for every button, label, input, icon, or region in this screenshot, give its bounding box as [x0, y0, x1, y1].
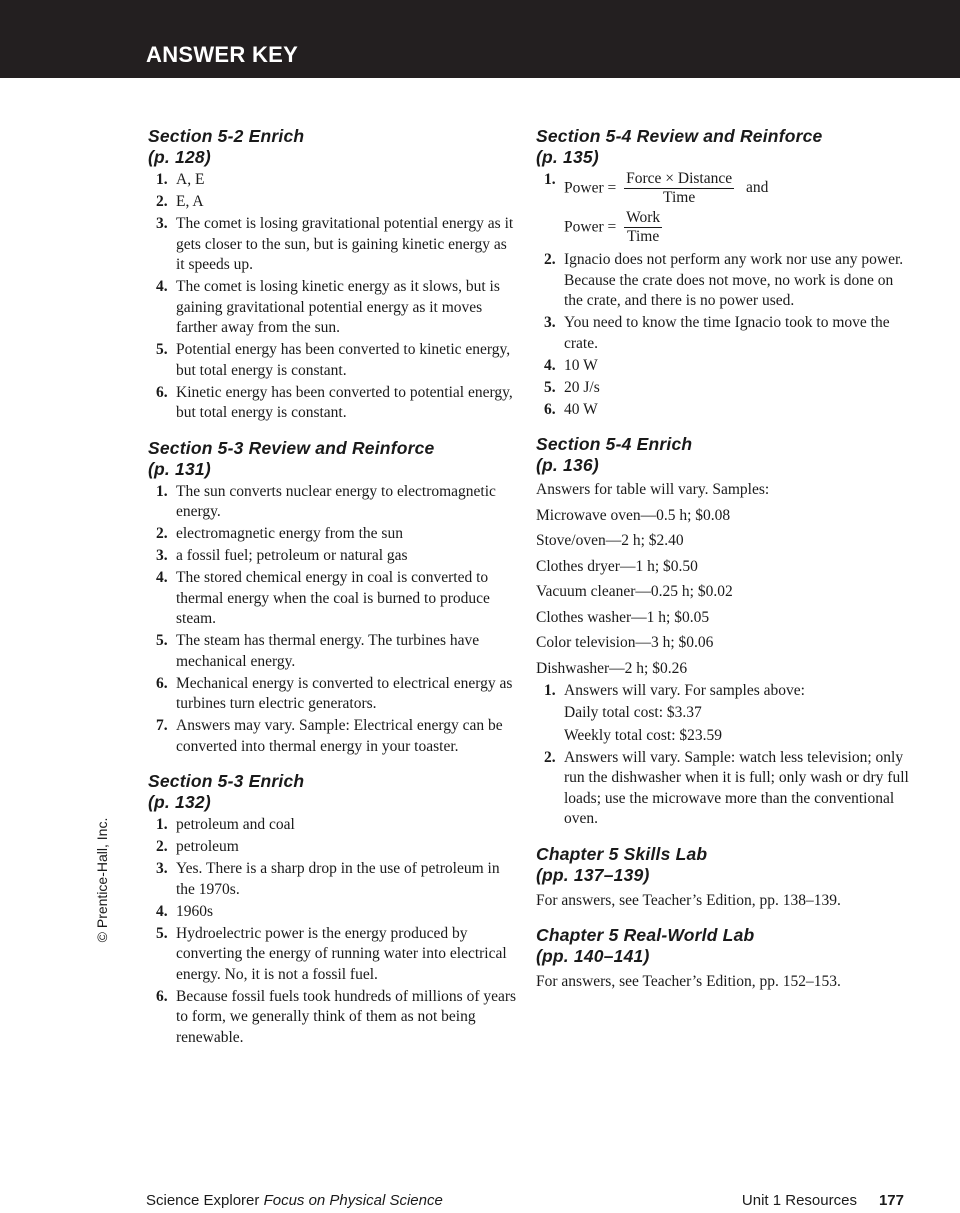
page-number: 177 — [878, 1192, 904, 1209]
section-title: Section 5-2 Enrich (p. 128) — [148, 126, 305, 167]
section-text: For answers, see Teacher’s Edition, pp. 152–153. — [536, 972, 841, 990]
answer-item: 3. The comet is losing gravitational potential energy as it gets closer to the sun, but is gaining kinetic energy as it speeds up. — [156, 215, 514, 273]
answer-item: 4. The stored chemical energy in coal is converted to thermal energy when the coal is burned to produce steam. — [156, 569, 490, 627]
sample-line: Color television—3 h; $0.06 — [536, 634, 714, 651]
answer-item: 2. Answers will vary. Sample: watch less television; only run the dishwasher when it is full; only wash or dry full loads; use the microwave more than the conventional oven. — [544, 748, 909, 827]
section-title: Section 5-4 Review and Reinforce (p. 135) — [536, 126, 823, 167]
work-fraction: $\frac{\text{Work}}{\text{Time}}$ — [626, 209, 661, 245]
section-5-2-enrich — [148, 126, 518, 424]
answer-list — [148, 815, 518, 1048]
sample-line: Stove/oven—2 h; $2.40 — [536, 532, 684, 549]
answer-item: 1. petroleum and coal — [156, 816, 295, 833]
section-5-4-enrich — [536, 434, 910, 830]
answer-item: 1. The sun converts nuclear energy to electromagnetic energy. — [156, 482, 496, 520]
section-title: Section 5-3 Review and Reinforce (p. 131) — [148, 437, 435, 479]
real-world-lab-section — [536, 925, 910, 992]
answer-item: 2. petroleum — [156, 838, 239, 855]
answer-item: 6. 40 W — [544, 400, 598, 418]
left-column — [148, 126, 518, 1062]
section-title: Chapter 5 Skills Lab (pp. 137–139) — [536, 843, 708, 885]
sample-line: Microwave oven—0.5 h; $0.08 — [536, 506, 731, 524]
answer-item: 6. Because fossil fuels took hundreds of millions of years to form, we generally think of them as not being renewable. — [156, 987, 517, 1046]
answer-item: 5. Potential energy has been converted to kinetic energy, but total energy is constant. — [156, 341, 511, 379]
sample-line: Dishwasher—2 h; $0.26 — [536, 659, 688, 677]
section-title: Section 5-3 Enrich (p. 132) — [148, 771, 305, 812]
section-title: Chapter 5 Real-World Lab (pp. 140–141) — [536, 924, 755, 966]
section-5-3-review — [148, 438, 518, 758]
answer-item: 5. Hydroelectric power is the energy produced by converting the energy of running water into electrical energy. No, it is not a fossil fuel. — [156, 924, 507, 983]
answer-list — [536, 170, 910, 420]
answer-item: 5. The steam has thermal energy. The turbines have mechanical energy. — [156, 632, 480, 670]
right-column — [536, 126, 910, 1006]
sample-line: Vacuum cleaner—0.25 h; $0.02 — [536, 583, 733, 600]
section-title: Section 5-4 Enrich (p. 136) — [536, 434, 693, 475]
answer-item: 3. Yes. There is a sharp drop in the use of petroleum in the 1970s. — [156, 860, 500, 898]
footer-book-title: Science Explorer Focus on Physical Science — [146, 1192, 443, 1209]
sample-list — [536, 480, 910, 679]
power-fraction: $\frac{\text{Force × Distance}}{\text{Time}}$ — [626, 170, 733, 206]
footer-unit: Unit 1 Resources 177 — [741, 1192, 904, 1209]
answer-item: 2. electromagnetic energy from the sun — [156, 525, 403, 542]
formula-item: 1. Power = $\frac{\text{Force × Distance}}{\text{Time}}$ and — [544, 170, 769, 206]
answer-item: 1. A, E — [156, 171, 205, 188]
section-5-4-review — [536, 126, 910, 420]
answer-item: 4. 1960s — [156, 902, 214, 920]
copyright-notice: © Prentice-Hall, Inc. — [94, 817, 110, 943]
header-bar — [0, 0, 960, 78]
answer-item: 2. Ignacio does not perform any work nor use any power. Because the crate does not move, no work is done on the crate, and there is no power used. — [544, 251, 904, 309]
section-5-3-enrich — [148, 771, 518, 1048]
skills-lab-section — [536, 844, 910, 911]
answer-item: 3. You need to know the time Ignacio took to move the crate. — [544, 314, 890, 352]
answer-list — [148, 482, 518, 758]
answer-item: 3. a fossil fuel; petroleum or natural gas — [156, 547, 408, 564]
answer-item: 6. Mechanical energy is converted to electrical energy as turbines turn electric generators. — [156, 674, 513, 712]
answer-list — [536, 681, 910, 830]
answer-item: 4. 10 W — [544, 356, 598, 374]
section-text: For answers, see Teacher’s Edition, pp. 138–139. — [536, 891, 841, 909]
intro-text: Answers for table will vary. Samples: — [536, 481, 770, 498]
answer-item: 5. 20 J/s — [544, 378, 600, 396]
page-title: ANSWER KEY — [146, 42, 299, 67]
answer-item: 6. Kinetic energy has been converted to potential energy, but total energy is constant. — [156, 383, 513, 421]
sample-line: Clothes dryer—1 h; $0.50 — [536, 557, 698, 575]
answer-list — [148, 170, 518, 424]
sample-line: Clothes washer—1 h; $0.05 — [536, 608, 710, 626]
formula-item: Power = $\frac{\text{Work}}{\text{Time}}$ — [564, 209, 661, 245]
answer-item: 2. E, A — [156, 193, 204, 210]
answer-item: 7. Answers may vary. Sample: Electrical energy can be converted into thermal energy in your toaster. — [156, 717, 503, 755]
answer-item: 4. The comet is losing kinetic energy as it slows, but is gaining gravitational potential energy as it moves farther away from the sun. — [156, 278, 500, 336]
answer-item: 1. Answers will vary. For samples above: Daily total cost: $3.37 Weekly total cost: $23.59 — [544, 681, 805, 744]
